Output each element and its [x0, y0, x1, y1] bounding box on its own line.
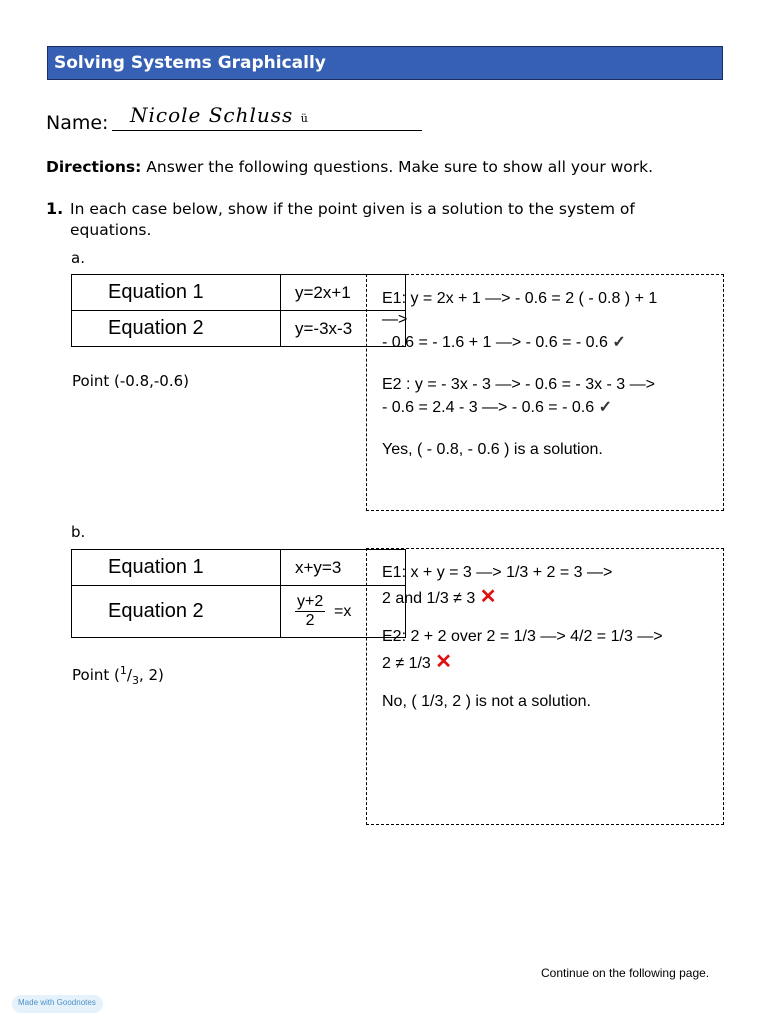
point-numerator: 1	[119, 664, 127, 677]
fraction-numerator: y+2	[297, 593, 324, 610]
x-mark-icon: ✕	[479, 586, 497, 608]
x-mark-icon: ✕	[435, 651, 453, 673]
question-text: In each case below, show if the point given is a solution to the system of equations.	[70, 200, 635, 239]
work-line	[382, 332, 626, 352]
footer-note: Continue on the following page.	[541, 966, 710, 980]
check-mark-icon: ✓	[598, 399, 612, 416]
equation-label: Equation 2	[72, 586, 281, 638]
work-conclusion: Yes, ( - 0.8, - 0.6 ) is a solution.	[382, 441, 603, 458]
equation-label: Equation 1	[72, 550, 281, 586]
equation-value: y=-3x-3	[281, 311, 406, 347]
work-line	[382, 649, 452, 674]
work-text: - 0.6 = 2.4 - 3 —> - 0.6 = - 0.6	[382, 399, 595, 416]
work-line: —>	[382, 311, 408, 328]
directions	[46, 158, 653, 176]
work-text: 2 and 1/3 ≠ 3	[382, 590, 476, 607]
work-text: - 0.6 = - 1.6 + 1 —> - 0.6 = - 0.6	[382, 334, 608, 351]
part-a-work-box	[366, 274, 724, 511]
directions-text: Answer the following questions. Make sure to show all your work.	[146, 158, 654, 176]
point-denominator: 3	[131, 674, 139, 687]
name-signature	[130, 103, 309, 127]
part-b-work-box	[366, 548, 724, 825]
fraction	[295, 593, 325, 630]
work-line: E2: 2 + 2 over 2 = 1/3 —> 4/2 = 1/3 —>	[382, 628, 663, 645]
part-b-equation-table	[71, 549, 406, 638]
work-line: E2 : y = - 3x - 3 —> - 0.6 = - 3x - 3 —>	[382, 376, 655, 393]
point-slash: /	[126, 666, 132, 684]
part-a-equation-table	[71, 274, 406, 347]
name-label: Name:	[46, 112, 109, 134]
point-suffix: , 2)	[138, 666, 164, 684]
work-line	[382, 584, 497, 609]
part-a-point: Point (-0.8,-0.6)	[72, 372, 190, 390]
equation-label: Equation 2	[72, 311, 281, 347]
goodnotes-badge-text: Made with Goodnotes	[18, 998, 96, 1007]
equation-value: x+y=3	[281, 550, 406, 586]
fraction-denominator: 2	[305, 612, 315, 629]
equation-rhs: =x	[333, 602, 352, 620]
point-prefix: Point (	[72, 666, 120, 684]
equation-value: y=2x+1	[281, 275, 406, 311]
equation-label: Equation 1	[72, 275, 281, 311]
directions-label: Directions:	[46, 158, 142, 176]
work-text: 2 ≠ 1/3	[382, 655, 431, 672]
page-title: Solving Systems Graphically	[54, 53, 326, 73]
work-line: E1: x + y = 3 —> 1/3 + 2 = 3 —>	[382, 564, 613, 581]
goodnotes-badge[interactable]	[12, 995, 103, 1013]
smiley-icon: ü	[300, 112, 309, 125]
work-line: E1: y = 2x + 1 —> - 0.6 = 2 ( - 0.8 ) + 1	[382, 290, 658, 307]
title-bar	[47, 46, 723, 80]
check-mark-icon: ✓	[612, 334, 626, 351]
name-value: Nicole Schluss	[130, 103, 294, 127]
part-a-label: a.	[71, 249, 85, 267]
part-b-point	[72, 664, 164, 687]
work-line	[382, 397, 612, 417]
name-underline	[112, 130, 422, 131]
work-conclusion: No, ( 1/3, 2 ) is not a solution.	[382, 693, 591, 710]
part-b-label: b.	[71, 523, 86, 541]
question-number: 1.	[46, 199, 64, 218]
